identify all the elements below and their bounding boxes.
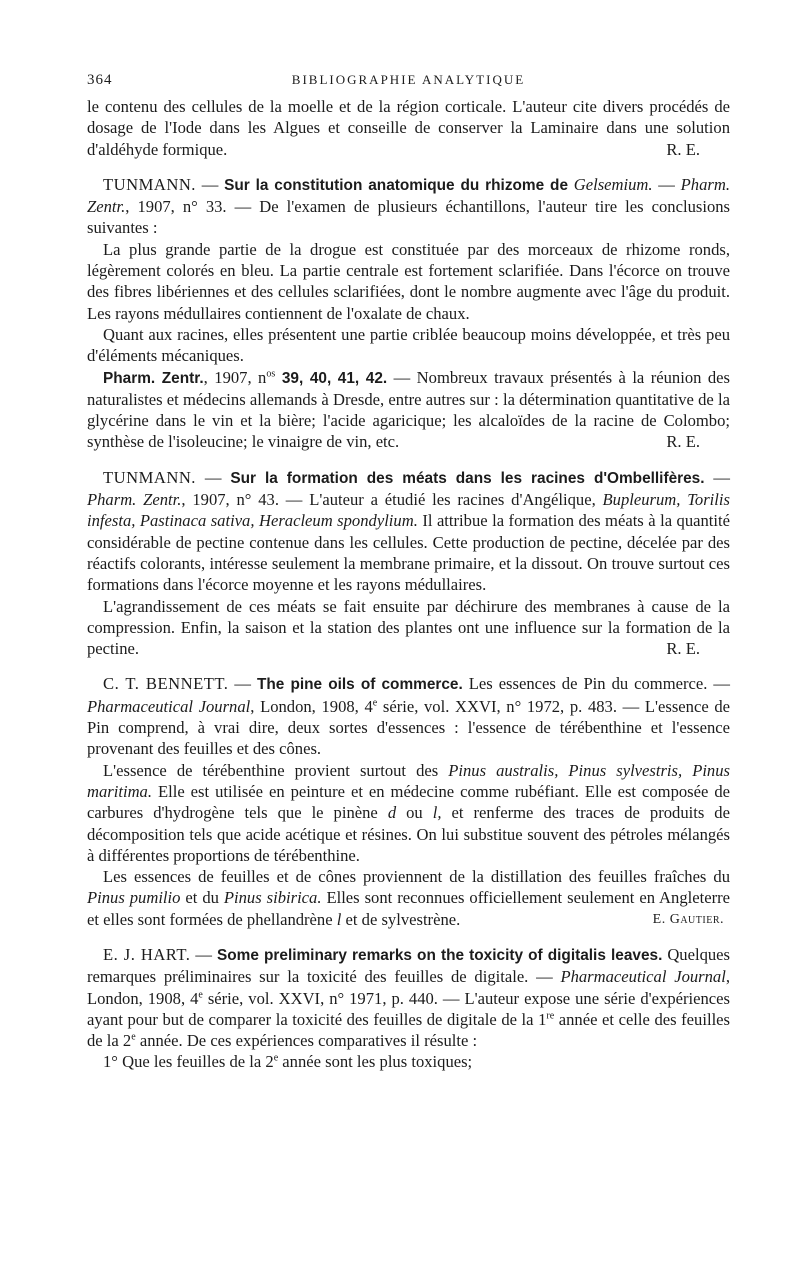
entry3-text: Il attribue la formation des méats à la quantité considérable de pectine contenue dans les cellules. Cette production de pectine, décelée par des réactifs colorants, intéresse seulement la membrane primaire, et la dissout. On trouve surtout ces formations dans l'écorce moyenne et les rayons médullaires. — [87, 511, 730, 595]
entry1-journal: Pharm. Zentr. — [87, 174, 730, 217]
entry3-journal: Pharm. Zentr. — [87, 490, 182, 510]
entry4-ref-sup: e — [372, 697, 378, 709]
entry5-item1-b: année sont les plus toxiques; — [278, 1052, 473, 1072]
entry2-sup: os — [266, 368, 276, 380]
entry2-paragraph — [87, 367, 730, 453]
entry1-paragraph-2: Quant aux racines, elles présentent une partie criblée beaucoup moins développée, et très peu d'éléments mécaniques. — [87, 324, 730, 366]
intro-text: le contenu des cellules de la moelle et de la région corticale. L'auteur cite divers procédés de dosage de l'Iode dans les Algues et conseille de conserver la Laminaire dans une solution d'aldéhyde formique. — [87, 97, 730, 159]
entry1-ref: , 1907, n° 33. — De l'examen de plusieurs échantillons, l'auteur tire les conclusions suivantes : — [87, 197, 730, 238]
entry4-p2-b: Elle est utilisée en peinture et en médecine comme rubéfiant. Elle est composée de carbures d'hydrogène tels que le pinène — [87, 781, 730, 823]
entry4-dash: — — [234, 674, 252, 694]
entry4-p2-species: Pinus australis, Pinus sylvestris, Pinus maritima. — [87, 760, 730, 801]
entry1-head: TUNMANN. — Sur la constitution anatomique du rhizome de Gelsemium. — Pharm. Zentr., 1907, n° 33. — De l'examen de plusieurs échantillons, l'auteur tire les conclusions suivantes : — [87, 174, 730, 238]
entry5-item1-a: 1° Que les feuilles de la 2 — [103, 1052, 274, 1072]
entry-tunmann-gelsemium — [87, 174, 730, 453]
entry3-ref: , 1907, n° 43. — L'auteur a étudié les racines d'Angélique, — [181, 490, 596, 510]
entry3-p2-text: L'agrandissement de ces méats se fait ensuite par déchirure des membranes à cause de la compression. Enfin, la saison et la station des plantes ont une influence sur la formation de la pectine. — [87, 596, 730, 659]
entry4-author: C. T. BENNETT. — [103, 674, 229, 694]
intro-signature: R. E. — [666, 139, 700, 159]
entry4-p2-l: l, — [432, 803, 442, 823]
page-number: 364 — [87, 72, 113, 88]
entry5-subtitle: Quelques remarques préliminaires sur la toxicité des feuilles de digitale. — — [87, 944, 731, 987]
entry5-ref-b: série, vol. XXVI, n° 1971, p. 440. — L'auteur expose une série d'expériences ayant pour but de comparer la toxicité des feuilles de digitale de la 1 — [87, 988, 730, 1029]
entry5-head — [87, 944, 730, 1051]
entry1-title: Sur la constitution anatomique du rhizome de — [224, 176, 568, 194]
entry5-ref-c: année et celle des feuilles de la 2 — [87, 1009, 731, 1051]
entry2-lead: Pharm. Zentr. — [103, 369, 204, 387]
entry4-p2-a: L'essence de térébenthine provient surtout des — [103, 760, 439, 780]
entry1-dash: — — [201, 174, 219, 194]
entry5-ref-sup: e — [198, 989, 203, 1001]
entry2-numbers: 39, 40, 41, 42. — [275, 369, 388, 387]
running-title: BIBLIOGRAPHIE ANALYTIQUE — [291, 72, 526, 87]
entry1-genus: Gelsemium. — [573, 174, 653, 194]
entry4-p3-a: Les essences de feuilles et de cônes proviennent de la distillation des feuilles fraîches du — [103, 867, 730, 887]
entry4-p2-ou: ou — [406, 803, 423, 823]
entry5-title: Some preliminary remarks on the toxicity of digitalis leaves. — [216, 946, 663, 964]
entry-bennett — [87, 673, 730, 930]
entry5-item1-sup: e — [273, 1052, 279, 1064]
entry4-p3-species-1: Pinus pumilio — [87, 888, 181, 908]
entry3-lead-dash: — — [713, 467, 730, 487]
entry3-head — [87, 467, 730, 596]
entry4-p3-b: Elles sont reconnues officiellement seulement en Angleterre et elles sont formées de phellandrène — [87, 888, 730, 929]
entry5-ref-d: année. De ces expériences comparatives il résulte : — [135, 1031, 478, 1051]
entry4-p3-l: l — [336, 909, 342, 929]
entry5-ref-sup2: re — [546, 1010, 555, 1022]
entry5-ref-a: , London, 1908, 4 — [87, 967, 730, 1008]
entry2-text: — Nombreux travaux présentés à la réunion des naturalistes et médecins allemands à Dresde, entre autres sur : la détermination quantitative de la glycérine dans le vin et la bière; l'acide agaricique; les alcaloïdes de la racine de Colombo; synthèse de l'isoleucine; le vinaigre de vin, etc. — [87, 367, 731, 452]
entry4-ref-a: , London, 1908, 4 — [250, 696, 373, 716]
entry4-title: The pine oils of commerce. — [257, 676, 463, 694]
entry3-plants: Bupleurum, Torilis infesta, Pastinaca sativa, Heracleum spondylium. — [87, 490, 730, 531]
entry-hart — [87, 944, 730, 1073]
entry3-dash: — — [204, 467, 222, 487]
entry3-title: Sur la formation des méats dans les racines d'Ombellifères. — [230, 469, 705, 487]
entry5-item-1 — [87, 1051, 730, 1072]
entry4-p3-species-2: Pinus sibirica. — [223, 888, 322, 908]
entry3-author: TUNMANN. — [103, 467, 196, 487]
entry-tunmann-ombelliferes — [87, 467, 730, 660]
entry4-paragraph-2 — [87, 760, 730, 866]
entry2-year: , 1907, n — [203, 367, 267, 387]
entry4-ref-b: série, vol. XXVI, n° 1972, p. 483. — L'essence de Pin comprend, à vrai dire, deux sortes d'essences : l'essence de térébenthine et l'essence provenant des feuilles et des cônes. — [87, 696, 730, 759]
page-content — [87, 96, 730, 1073]
entry5-dash: — — [195, 944, 212, 964]
entry5-journal: Pharmaceutical Journal — [560, 967, 726, 987]
entry4-head — [87, 673, 730, 759]
running-header — [87, 72, 730, 96]
entry4-p3-et: et du — [185, 888, 219, 908]
entry3-signature: R. E. — [666, 639, 700, 659]
entry4-journal: Pharmaceutical Journal — [87, 696, 251, 716]
entry2-signature: R. E. — [666, 432, 700, 452]
entry1-author: TUNMANN. — [103, 174, 196, 194]
entry4-subtitle: Les essences de Pin du commerce. — — [468, 674, 730, 694]
entry1-paragraph-1: La plus grande partie de la drogue est constituée par des morceaux de rhizome ronds, légèrement colorés en bleu. La partie centrale est fortement sclarifiée. Dans l'écorce on trouve des fibres libériennes et des cellules sclarifiées, dont le nombre augmente avec l'âge du produit. Les rayons médullaires contiennent de l'oxalate de chaux. — [87, 239, 730, 323]
entry4-paragraph-3 — [87, 866, 730, 930]
entry5-ref-sup3: e — [131, 1031, 136, 1043]
entry3-paragraph-2 — [87, 596, 730, 660]
entry5-author: E. J. HART. — [103, 944, 191, 964]
entry4-p2-d: d — [387, 803, 397, 823]
entry4-signature: E. Gautier. — [652, 911, 724, 927]
entry4-p3-c: et de sylvestrène. — [345, 909, 461, 929]
intro-paragraph — [87, 96, 730, 160]
entry4-p2-c: et renferme des traces de produits de décomposition tels que acide acétique et résines. On lui substitue souvent des pétroles mélangés à différentes proportions de térébenthine. — [87, 803, 730, 865]
